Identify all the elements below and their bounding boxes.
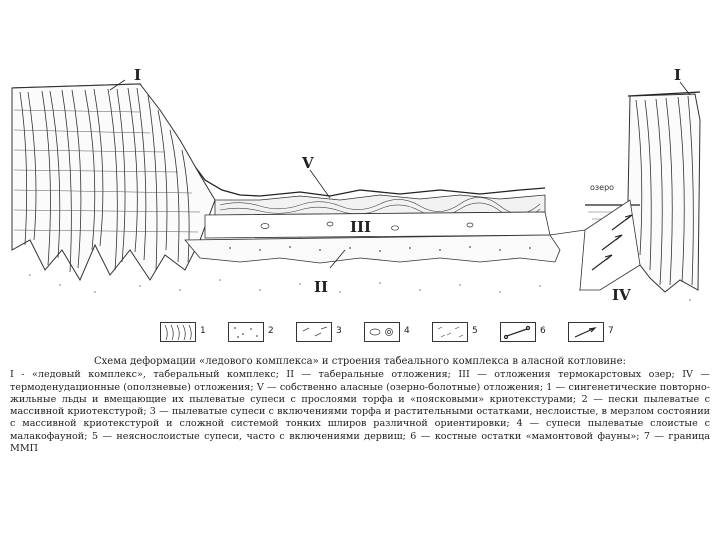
- layer-II-taberal-deposits: [185, 235, 560, 263]
- legend-number: 7: [608, 326, 614, 336]
- layer-III-thermokarst-deposits: [205, 212, 550, 238]
- label-V: V: [302, 154, 314, 172]
- label-I-right: I: [674, 66, 682, 84]
- permafrost-boundary-arrow-icon: [568, 322, 604, 342]
- malacofauna-shells-icon: [364, 322, 400, 342]
- legend-number: 6: [540, 326, 546, 336]
- legend-number: 2: [268, 326, 274, 336]
- silty-sand-icon: [296, 322, 332, 342]
- basin-boundary-line: [550, 230, 585, 235]
- caption-body: I - «ледовый комплекс», таберальный комплекс; II — таберальные отложения; III — отложения термокарстовых озер; IV — термоденудационные (оползневые) отложения; V — собственно аласные (озерно-болотные) отложения; 1 — сингенетические повторно-жильные льды и вмещающие их пылеватые супеси с прослоями торфа и «пояскoвыми» криотекстурами; 2 — пески пылеватые с массивной криотекстурой; 3 — пылеватые супеси с включениями торфа и растительными остатками, неслоистые, в мерзлом состоянии с массивной криотекстурой и сложной системой тонких шлиров различной ориентировки; 4 — супеси пылеватые слоистые с малакофауной; 5 — неяснослоистые супеси, часто с включениями дервиш; 6 — костные остатки «мамонтовой фауны»; 7 — граница ММП: [10, 369, 710, 455]
- legend: [160, 320, 640, 348]
- legend-number: 5: [472, 326, 478, 336]
- bone-remains-icon: [500, 322, 536, 342]
- sand-dots-icon: [228, 322, 264, 342]
- label-IV: IV: [612, 286, 631, 304]
- ice-complex-left: [12, 84, 215, 280]
- legend-number: 3: [336, 326, 342, 336]
- ice-wedge-hatch-icon: [160, 322, 196, 342]
- sandy-loam-icon: [432, 322, 468, 342]
- legend-number: 1: [200, 326, 206, 336]
- caption-title: Схема деформации «ледового комплекса» и строения табеального комплекса в аласной котловине:: [94, 356, 626, 367]
- label-I-left: I: [134, 66, 142, 84]
- label-II: II: [314, 278, 329, 296]
- legend-number: 4: [404, 326, 410, 336]
- figure-caption: [10, 356, 710, 455]
- layer-IV-landslide-deposits: [580, 200, 640, 290]
- label-lake: озеро: [590, 183, 615, 192]
- label-III: III: [350, 218, 372, 236]
